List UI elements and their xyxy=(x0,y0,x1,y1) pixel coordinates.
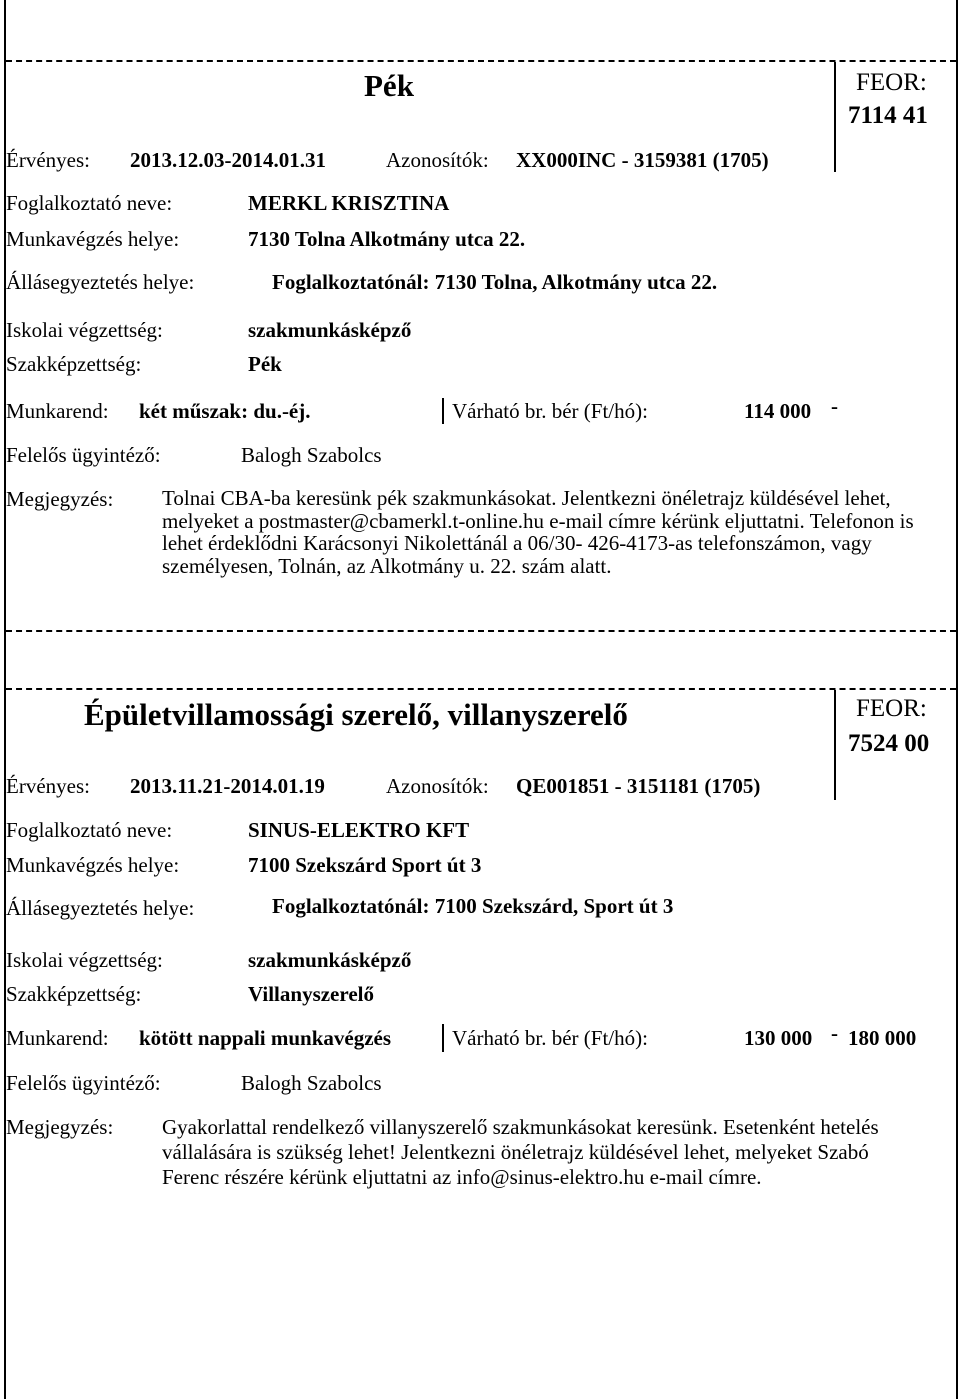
employer-name: MERKL KRISZTINA xyxy=(248,191,450,215)
interview-label: Állásegyeztetés helye: xyxy=(6,270,195,294)
salary-label: Várható br. bér (Ft/hó): xyxy=(452,399,648,423)
interview-location: Foglalkoztatónál: 7130 Tolna, Alkotmány utca 22. xyxy=(272,270,718,294)
note-label: Megjegyzés: xyxy=(6,1115,114,1139)
schedule-value: két műszak: du.-éj. xyxy=(139,399,311,423)
job-ids: QE001851 - 3151181 (1705) xyxy=(516,774,761,798)
salary-label: Várható br. bér (Ft/hó): xyxy=(452,1026,648,1050)
workplace-label: Munkavégzés helye: xyxy=(6,853,180,877)
salary-min: 130 000 xyxy=(744,1026,813,1050)
valid-dates: 2013.11.21-2014.01.19 xyxy=(130,774,325,798)
job-title: Épületvillamossági szerelő, villanyszerelő xyxy=(84,697,628,732)
employer-name: SINUS-ELEKTRO KFT xyxy=(248,818,470,842)
education-value: szakmunkásképző xyxy=(248,318,412,342)
section-divider xyxy=(6,688,956,690)
education-label: Iskolai végzettség: xyxy=(6,948,163,972)
employer-label: Foglalkoztató neve: xyxy=(6,191,173,215)
salary-dash: - xyxy=(831,394,838,418)
education-value: szakmunkásképző xyxy=(248,948,412,972)
workplace-address: 7100 Szekszárd Sport út 3 xyxy=(248,853,482,877)
schedule-label: Munkarend: xyxy=(6,399,109,423)
note-text: Gyakorlattal rendelkező villanyszerelő szakmunkásokat keresünk. Esetenként hetelés vállalására is szükség lehet! Jelentkezni önéletrajz küldésével lehet, melyeket Szabó Ferenc részére kérünk eljuttatni az info@sinus-elektro.hu e-mail címre. xyxy=(162,1115,879,1189)
qualification-value: Villanyszerelő xyxy=(248,982,374,1006)
workplace-label: Munkavégzés helye: xyxy=(6,227,180,251)
schedule-value: kötött nappali munkavégzés xyxy=(139,1026,392,1050)
qualification-label: Szakképzettség: xyxy=(6,352,142,376)
section-divider xyxy=(6,60,956,62)
officer-name: Balogh Szabolcs xyxy=(241,1071,382,1095)
officer-label: Felelős ügyintéző: xyxy=(6,1071,161,1095)
feor-code: 7524 00 xyxy=(848,730,930,757)
salary-separator xyxy=(442,398,444,424)
employer-label: Foglalkoztató neve: xyxy=(6,818,173,842)
job-title: Pék xyxy=(364,68,414,103)
education-label: Iskolai végzettség: xyxy=(6,318,163,342)
salary-separator xyxy=(442,1024,444,1052)
note-label: Megjegyzés: xyxy=(6,487,114,511)
feor-code: 7114 41 xyxy=(848,102,928,129)
workplace-address: 7130 Tolna Alkotmány utca 22. xyxy=(248,227,526,251)
page-border-right xyxy=(956,0,958,1399)
ids-label: Azonosítók: xyxy=(386,774,489,798)
feor-label: FEOR: xyxy=(856,695,927,722)
feor-separator xyxy=(834,62,836,172)
schedule-label: Munkarend: xyxy=(6,1026,109,1050)
interview-label: Állásegyeztetés helye: xyxy=(6,896,195,920)
section-divider xyxy=(6,630,956,632)
interview-location: Foglalkoztatónál: 7100 Szekszárd, Sport út 3 xyxy=(272,894,674,918)
qualification-value: Pék xyxy=(248,352,282,376)
salary-max: 180 000 xyxy=(848,1026,917,1050)
valid-label: Érvényes: xyxy=(6,774,90,798)
valid-dates: 2013.12.03-2014.01.31 xyxy=(130,148,326,172)
note-text: Tolnai CBA-ba keresünk pék szakmunkásokat. Jelentkezni önéletrajz küldésével lehet, melyeket a postmaster@cbamerkl.t-online.hu e-mail címre kérünk eljuttatni. Telefonon is lehet érdeklődni Karácsonyi Nikolettánál a 06/30- 426-4173-as telefonszámon, vagy személyesen, Tolnán, az Alkotmány u. 22. szám alatt. xyxy=(162,486,914,578)
officer-name: Balogh Szabolcs xyxy=(241,443,382,467)
job-ids: XX000INC - 3159381 (1705) xyxy=(516,148,769,172)
feor-label: FEOR: xyxy=(856,69,927,96)
valid-label: Érvényes: xyxy=(6,148,90,172)
feor-separator xyxy=(834,690,836,800)
salary-dash: - xyxy=(831,1021,838,1045)
officer-label: Felelős ügyintéző: xyxy=(6,443,161,467)
qualification-label: Szakképzettség: xyxy=(6,982,142,1006)
ids-label: Azonosítók: xyxy=(386,148,489,172)
salary-min: 114 000 xyxy=(744,399,812,423)
